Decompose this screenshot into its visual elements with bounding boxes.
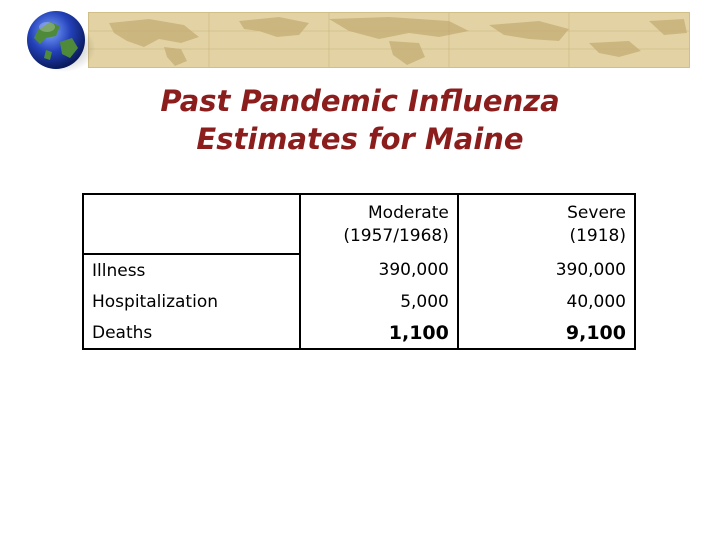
cell-moderate: 390,000 xyxy=(300,254,458,286)
table-row xyxy=(83,254,635,286)
header-moderate-line2: (1957/1968) xyxy=(343,225,449,246)
table-header-row xyxy=(83,194,635,254)
header-severe-line1: Severe xyxy=(567,202,626,223)
title-line-1: Past Pandemic Influenza xyxy=(160,84,560,118)
row-label: Hospitalization xyxy=(83,286,300,317)
globe-icon xyxy=(16,8,98,74)
row-label: Deaths xyxy=(83,317,300,349)
header-severe-line2: (1918) xyxy=(569,225,626,246)
cell-severe: 9,100 xyxy=(458,317,635,349)
title-line-2: Estimates for Maine xyxy=(196,122,524,156)
cell-severe: 40,000 xyxy=(458,286,635,317)
table-row xyxy=(83,286,635,317)
cell-severe: 390,000 xyxy=(458,254,635,286)
header-cell-severe xyxy=(458,194,635,254)
header-cell-moderate xyxy=(300,194,458,254)
header-moderate-line1: Moderate xyxy=(368,202,449,223)
row-label: Illness xyxy=(83,254,300,286)
header-cell-empty xyxy=(83,194,300,254)
world-map-banner xyxy=(88,12,690,68)
estimates-table xyxy=(82,193,636,350)
header-band xyxy=(0,0,720,80)
cell-moderate: 5,000 xyxy=(300,286,458,317)
cell-moderate: 1,100 xyxy=(300,317,458,349)
table-row xyxy=(83,317,635,349)
slide-title xyxy=(0,82,720,158)
